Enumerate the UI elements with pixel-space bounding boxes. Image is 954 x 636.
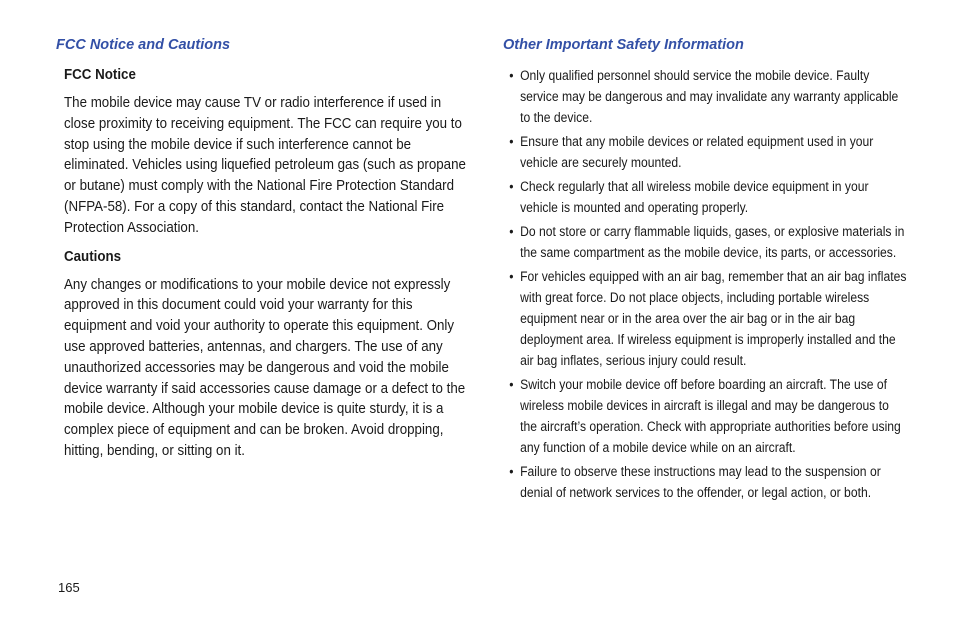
list-item-text: For vehicles equipped with an air bag, remember that an air bag inflates with great force. Do not place objects, including portable wireless equipment near or in the area over the air bag or in the air bag deployment area. If wireless equipment is improperly installed and the air bag inflates, serious injury could result. xyxy=(520,269,907,368)
section-heading-safety: Other Important Safety Information xyxy=(503,37,744,53)
bullet-icon: • xyxy=(509,179,514,194)
fcc-notice-body: The mobile device may cause TV or radio interference if used in close proximity to receiving equipment. The FCC can require you to stop using the mobile device if such interference cannot be eliminated. Vehicles using liquefied petroleum gas (such as propane or butane) must comply with the National Fire Protection Standard (NFPA-58). For a copy of this standard, contact the National Fire Protection Association. xyxy=(64,95,466,236)
list-item-text: Check regularly that all wireless mobile device equipment in your vehicle is mounted and operating properly. xyxy=(520,179,869,215)
left-column xyxy=(56,35,464,470)
section-heading-fcc: FCC Notice and Cautions xyxy=(56,37,231,53)
page-number: 165 xyxy=(58,580,80,595)
bullet-icon: • xyxy=(509,464,514,479)
list-item xyxy=(503,266,907,371)
cautions-body: Any changes or modifications to your mobile device not expressly approved in this document could void your warranty for this equipment and void your authority to operate this equipment. Only use approved batteries, antennas, and chargers. The use of any unauthorized accessories may be dangerous and void the mobile device warranty if said accessories cause damage or a defect to the mobile device. Although your mobile device is quite sturdy, it is a complex piece of equipment and can be broken. Avoid dropping, hitting, bending, or sitting on it. xyxy=(64,276,466,459)
cautions-title: Cautions xyxy=(64,248,122,265)
list-item xyxy=(503,176,907,218)
list-item-text: Failure to observe these instructions may lead to the suspension or denial of network services to the offender, or legal action, or both. xyxy=(520,464,881,500)
list-item xyxy=(503,131,907,173)
bullet-icon: • xyxy=(509,134,514,149)
right-column xyxy=(503,35,913,506)
list-item xyxy=(503,221,907,263)
bullet-icon: • xyxy=(509,269,514,284)
fcc-notice-title: FCC Notice xyxy=(64,67,136,83)
list-item xyxy=(503,65,907,128)
safety-bullet-list xyxy=(503,65,913,503)
list-item-text: Ensure that any mobile devices or related equipment used in your vehicle are securely mounted. xyxy=(520,134,874,170)
bullet-icon: • xyxy=(509,68,514,83)
list-item xyxy=(503,461,907,503)
bullet-icon: • xyxy=(509,377,514,392)
bullet-icon: • xyxy=(509,224,514,239)
list-item-text: Switch your mobile device off before boarding an aircraft. The use of wireless mobile devices in aircraft is illegal and may be dangerous to the aircraft’s operation. Check with appropriate authorities before using any function of a mobile device while on an aircraft. xyxy=(520,377,901,455)
list-item-text: Do not store or carry flammable liquids, gases, or explosive materials in the same compartment as the mobile device, its parts, or accessories. xyxy=(520,224,905,260)
list-item xyxy=(503,374,907,458)
list-item-text: Only qualified personnel should service the mobile device. Faulty service may be dangerous and may invalidate any warranty applicable to the device. xyxy=(520,68,899,125)
